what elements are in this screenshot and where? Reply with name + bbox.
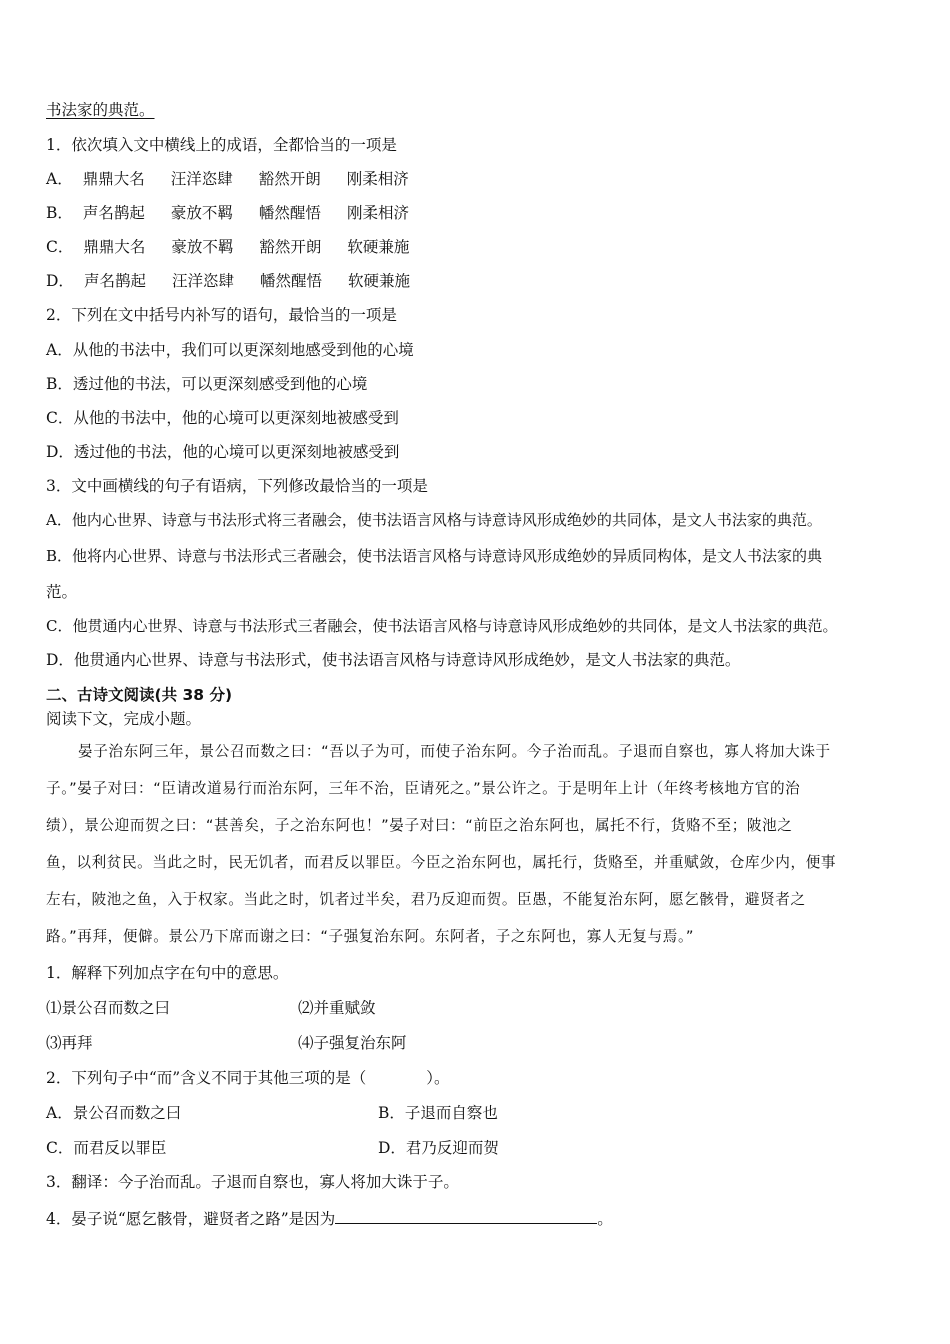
q1-option-c <box>46 237 435 257</box>
q3-option-b-line2: 范。 <box>46 583 78 601</box>
option-item: 刚柔相济 <box>346 170 409 188</box>
q1-option-b <box>46 203 435 223</box>
passage-line: 绩），景公迎而贺之曰：“甚善矣，子之治东阿也！”晏子对曰：“前臣之治东阿也，属托不行，货赂不至；陂池之 <box>46 817 793 834</box>
sq2-option-c: C．而君反以罪臣 <box>46 1139 167 1157</box>
section2-title: 二、古诗文阅读(共 38 分) <box>46 686 233 704</box>
option-item: 声名鹊起 <box>83 272 146 290</box>
option-item: 软硬兼施 <box>347 272 410 290</box>
sq2-stem-before: 2．下列句子中“而”含义不同于其他三项的是（ <box>46 1069 367 1087</box>
option-item: 豁然开朗 <box>258 170 321 188</box>
sq4 <box>46 1207 613 1229</box>
q3-option-c: C．他贯通内心世界、诗意与书法形式三者融会，使书法语言风格与诗意诗风形成绝妙的共同体，是文人书法家的典范。 <box>46 617 838 635</box>
q3-option-b-line1: B．他将内心世界、诗意与书法形式三者融会，使书法语言风格与诗意诗风形成绝妙的异质同构体，是文人书法家的典 <box>46 547 823 565</box>
option-item: 豪放不羁 <box>171 238 234 256</box>
q2-option-b: B．透过他的书法，可以更深刻感受到他的心境 <box>46 375 368 393</box>
q3-option-d: D．他贯通内心世界、诗意与书法形式，使书法语言风格与诗意诗风形成绝妙，是文人书法家的典范。 <box>46 651 741 669</box>
option-item: 声名鹊起 <box>82 204 145 222</box>
option-item: 汪洋恣肆 <box>170 170 233 188</box>
sq4-after: 。 <box>597 1210 613 1228</box>
sq1-stem: 1．解释下列加点字在句中的意思。 <box>46 964 289 982</box>
option-item: 幡然醒悟 <box>259 272 322 290</box>
sq1-item-3: ⑶再拜 <box>46 1034 93 1052</box>
option-item: 软硬兼施 <box>347 238 410 256</box>
sq2-stem-after: ）。 <box>426 1069 450 1087</box>
q2-option-c: C．从他的书法中，他的心境可以更深刻地被感受到 <box>46 409 399 427</box>
option-label: C． <box>46 238 74 256</box>
passage-line: 路。”再拜，便僻。景公乃下席而谢之曰：“子强复治东阿。东阿者，子之东阿也，寡人无复与焉。” <box>46 928 695 945</box>
q3-option-a: A．他内心世界、诗意与书法形式将三者融会，使书法语言风格与诗意诗风形成绝妙的共同体，是文人书法家的典范。 <box>46 511 822 529</box>
q2-option-d: D．透过他的书法，他的心境可以更深刻地被感受到 <box>46 443 400 461</box>
q1-option-a <box>46 169 435 189</box>
q1-stem: 1．依次填入文中横线上的成语，全都恰当的一项是 <box>46 136 397 154</box>
option-label: B． <box>46 204 73 222</box>
sq4-before: 4．晏子说“愿乞骸骨，避贤者之路”是因为 <box>46 1210 336 1228</box>
q2-stem: 2．下列在文中括号内补写的语句，最恰当的一项是 <box>46 306 397 324</box>
q2-option-a: A．从他的书法中，我们可以更深刻地感受到他的心境 <box>46 341 414 359</box>
sq2-option-b: B．子退而自察也 <box>378 1104 498 1122</box>
sq2-stem <box>46 1068 449 1088</box>
option-item: 幡然醒悟 <box>258 204 321 222</box>
option-item: 汪洋恣肆 <box>171 272 234 290</box>
option-item: 刚柔相济 <box>346 204 409 222</box>
option-label: D． <box>46 272 74 290</box>
option-item: 豪放不羁 <box>170 204 233 222</box>
option-item: 鼎鼎大名 <box>82 170 145 188</box>
option-item: 豁然开朗 <box>259 238 322 256</box>
sq1-item-2: ⑵并重赋敛 <box>298 999 376 1017</box>
option-label: A． <box>46 170 73 188</box>
option-item: 鼎鼎大名 <box>83 238 146 256</box>
section2-instruction: 阅读下文，完成小题。 <box>46 710 202 728</box>
sq3: 3．翻译：今子治而乱。子退而自察也，寡人将加大诛于子。 <box>46 1173 459 1191</box>
sq1-item-4: ⑷子强复治东阿 <box>298 1034 407 1052</box>
sq2-option-d: D．君乃反迎而贺 <box>378 1139 499 1157</box>
q1-option-d <box>46 271 436 291</box>
sq1-item-1: ⑴景公召而数之曰 <box>46 999 171 1017</box>
passage-line: 左右，陂池之鱼，入于权家。当此之时，饥者过半矣，君乃反迎而贺。臣愚，不能复治东阿，愿乞骸骨，避贤者之 <box>46 891 806 908</box>
sq2-option-a: A．景公召而数之曰 <box>46 1104 182 1122</box>
passage-line: 鱼，以利贫民。当此之时，民无饥者，而君反以罪臣。今臣之治东阿也，属托行，货赂至，并重赋敛，仓库少内，便事 <box>46 854 837 871</box>
intro-tail: 书法家的典范。 <box>46 101 155 119</box>
passage-line: 子。”晏子对曰：“臣请改道易行而治东阿，三年不治，臣请死之。”景公许之。于是明年上计（年终考核地方官的治 <box>46 780 801 797</box>
answer-blank-line <box>335 1207 597 1224</box>
q3-stem: 3．文中画横线的句子有语病，下列修改最恰当的一项是 <box>46 477 428 495</box>
passage-line: 晏子治东阿三年，景公召而数之曰：“吾以子为可，而使子治东阿。今子治而乱。子退而自察也，寡人将加大诛于 <box>78 743 831 760</box>
